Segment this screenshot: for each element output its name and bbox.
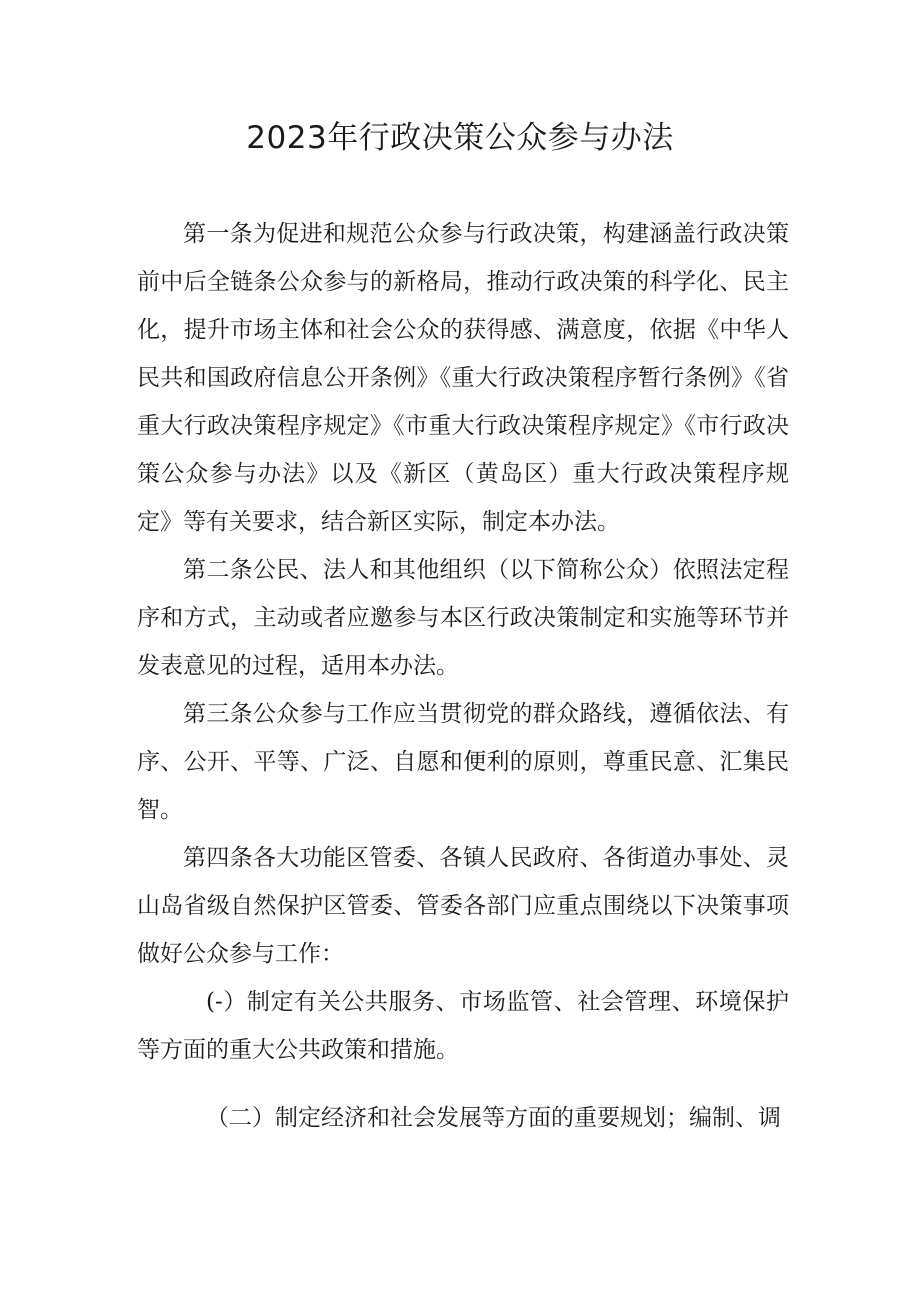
article-4-item-1: (-）制定有关公共服务、市场监管、社会管理、环境保护等方面的重大公共政策和措施。 [137,989,789,1063]
article-4-paragraph: 第四条各大功能区管委、各镇人民政府、各街道办事处、灵山岛省级自然保护区管委、管委各部门应重点围绕以下决策事项做好公众参与工作： [137,845,789,967]
document-title: 2023年行政决策公众参与办法 [246,120,674,156]
article-2-paragraph: 第二条公民、法人和其他组织（以下简称公众）依照法定程序和方式，主动或者应邀参与本区行政决策制定和实施等环节并发表意见的过程，适用本办法。 [137,557,789,679]
document-body [137,210,789,1142]
article-3-paragraph: 第三条公众参与工作应当贯彻党的群众路线，遵循依法、有序、公开、平等、广泛、自愿和便利的原则，尊重民意、汇集民智。 [137,701,789,823]
article-4-item-2: （二）制定经济和社会发展等方面的重要规划；编制、调 [206,1105,781,1131]
article-1-paragraph: 第一条为促进和规范公众参与行政决策，构建涵盖行政决策前中后全链条公众参与的新格局，推动行政决策的科学化、民主化，提升市场主体和社会公众的获得感、满意度，依据《中华人民共和国政府信息公开条例》《重大行政决策程序暂行条例》《省重大行政决策程序规定》《市重大行政决策程序规定》《市行政决策公众参与办法》以及《新区（黄岛区）重大行政决策程序规定》等有关要求，结合新区实际，制定本办法。 [137,221,789,535]
